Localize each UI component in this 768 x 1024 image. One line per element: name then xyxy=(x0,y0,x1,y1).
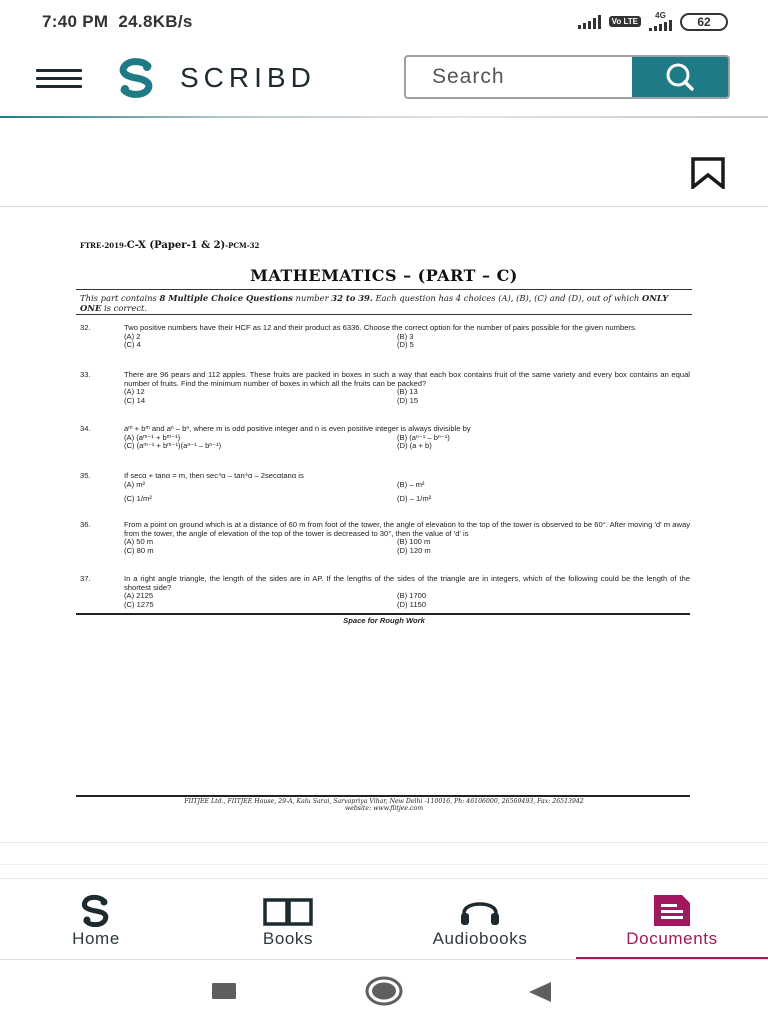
status-bar xyxy=(0,0,768,44)
recents-icon[interactable] xyxy=(212,983,236,999)
signal-icon xyxy=(578,15,601,29)
nav-home-label: Home xyxy=(72,929,120,948)
headphones-icon xyxy=(452,893,508,927)
logo-text[interactable]: SCRIBD xyxy=(180,62,316,93)
question-34: 34. aᵐ + bᵐ and aⁿ – bⁿ, where m is odd positive integer and n is even positive integer is always divisible by (A) (aᵐ⁻¹ + bᵐ⁻¹) (B) (aⁿ⁻¹ – bⁿ⁻¹) (C) (aᵐ⁻¹ + bᵐ⁻¹)(aⁿ⁻¹ – bⁿ⁻¹) (D) (a + b) xyxy=(80,424,471,451)
menu-icon[interactable] xyxy=(36,69,82,89)
system-navigation xyxy=(0,960,768,1024)
clock: 7:40 PM xyxy=(42,12,109,31)
open-book-icon xyxy=(260,893,316,927)
search-icon xyxy=(658,61,702,93)
content-divider-2 xyxy=(0,864,768,865)
volte-badge: Vo LTE xyxy=(609,16,641,27)
document-title: MATHEMATICS – (PART – C) xyxy=(250,266,518,285)
questions-end-rule xyxy=(76,613,690,615)
battery-icon: 62 xyxy=(680,13,728,31)
back-icon[interactable] xyxy=(527,980,553,1004)
nav-books-label: Books xyxy=(262,929,314,948)
search-button[interactable] xyxy=(632,57,728,97)
nav-documents-label: Documents xyxy=(626,929,718,948)
network-4g-group xyxy=(649,12,672,31)
status-icons xyxy=(578,12,728,31)
bottom-navigation xyxy=(0,878,768,960)
toolbar-divider xyxy=(0,206,768,207)
question-32: 32. Two positive numbers have their HCF as 12 and their product as 6336. Choose the correct option for the number of pairs possible for the given numbers. (A) 2 (B) 3 (C) 4 (D) 5 xyxy=(80,323,637,350)
rough-work-label: Space for Rough Work xyxy=(343,616,425,625)
scribd-logo-icon[interactable] xyxy=(112,58,160,98)
signal-4g-icon xyxy=(649,20,672,31)
question-35: 35. If secα + tanα = m, then sec⁴α – tan⁴α – 2secαtanα is (A) m² (B) – m² (C) 1/m² (D) – 1/m² xyxy=(80,471,432,503)
network-type: 4G xyxy=(655,11,666,20)
nav-audiobooks-label: Audiobooks xyxy=(432,929,528,948)
nav-audiobooks[interactable] xyxy=(384,879,576,961)
footer-rule xyxy=(76,795,690,797)
scribd-logo-icon xyxy=(68,893,124,927)
home-button-icon[interactable] xyxy=(364,975,404,1007)
document-footer: FIITJEE Ltd., FIITJEE House, 29-A, Kalu Sarai, Sarvapriya Vihar, New Delhi -110016, Ph: 46106000, 26569493, Fax: 26513942 website: www.fiitjee.com xyxy=(184,798,584,812)
document-icon xyxy=(644,893,700,927)
question-37: 37. In a right angle triangle, the length of the sides are in AP. If the lengths of the sides of the triangle are in integers, which of the following could be the length of the shortest side? (A) 2125 (B) 1700 (C) 1275 (D) 1150 xyxy=(80,574,690,609)
nav-documents[interactable] xyxy=(576,879,768,961)
search-input[interactable] xyxy=(406,57,634,97)
intro-rule xyxy=(76,314,692,315)
status-time xyxy=(42,12,193,32)
bookmark-icon[interactable] xyxy=(690,157,726,189)
title-rule xyxy=(76,289,692,290)
question-36: 36. From a point on ground which is at a distance of 60 m from foot of the tower, the angle of elevation to the top of the tower is observed to be 60°. After moving 'd' m away from the tower, the angle of elevation of the top of the tower is decreased to 30°, then the value of 'd' is (A) 50 m (B) 100 m (C) 80 m (D) 120 m xyxy=(80,520,690,555)
search-box xyxy=(404,55,730,99)
nav-books[interactable] xyxy=(192,879,384,961)
question-33: 33. There are 96 pears and 112 apples. These fruits are packed in boxes in such a way that each box contains fruit of the same variety and every box contains an equal number of fruits. Find the minimum number of boxes in which all the fruits can be packed? (A) 12 (B) 13 (C) 14 (D) 15 xyxy=(80,370,690,405)
section-intro: This part contains 8 Multiple Choice Questions number 32 to 39. Each question has 4 choices (A), (B), (C) and (D), out of which ONLY ONE is correct. xyxy=(80,293,669,313)
app-header xyxy=(0,44,768,118)
nav-home[interactable] xyxy=(0,879,192,961)
paper-code: FTRE-2019-C-X (Paper-1 & 2)-PCM-32 xyxy=(80,240,260,251)
content-divider xyxy=(0,842,768,843)
network-speed: 24.8KB/s xyxy=(118,12,193,31)
header-divider xyxy=(0,116,768,118)
